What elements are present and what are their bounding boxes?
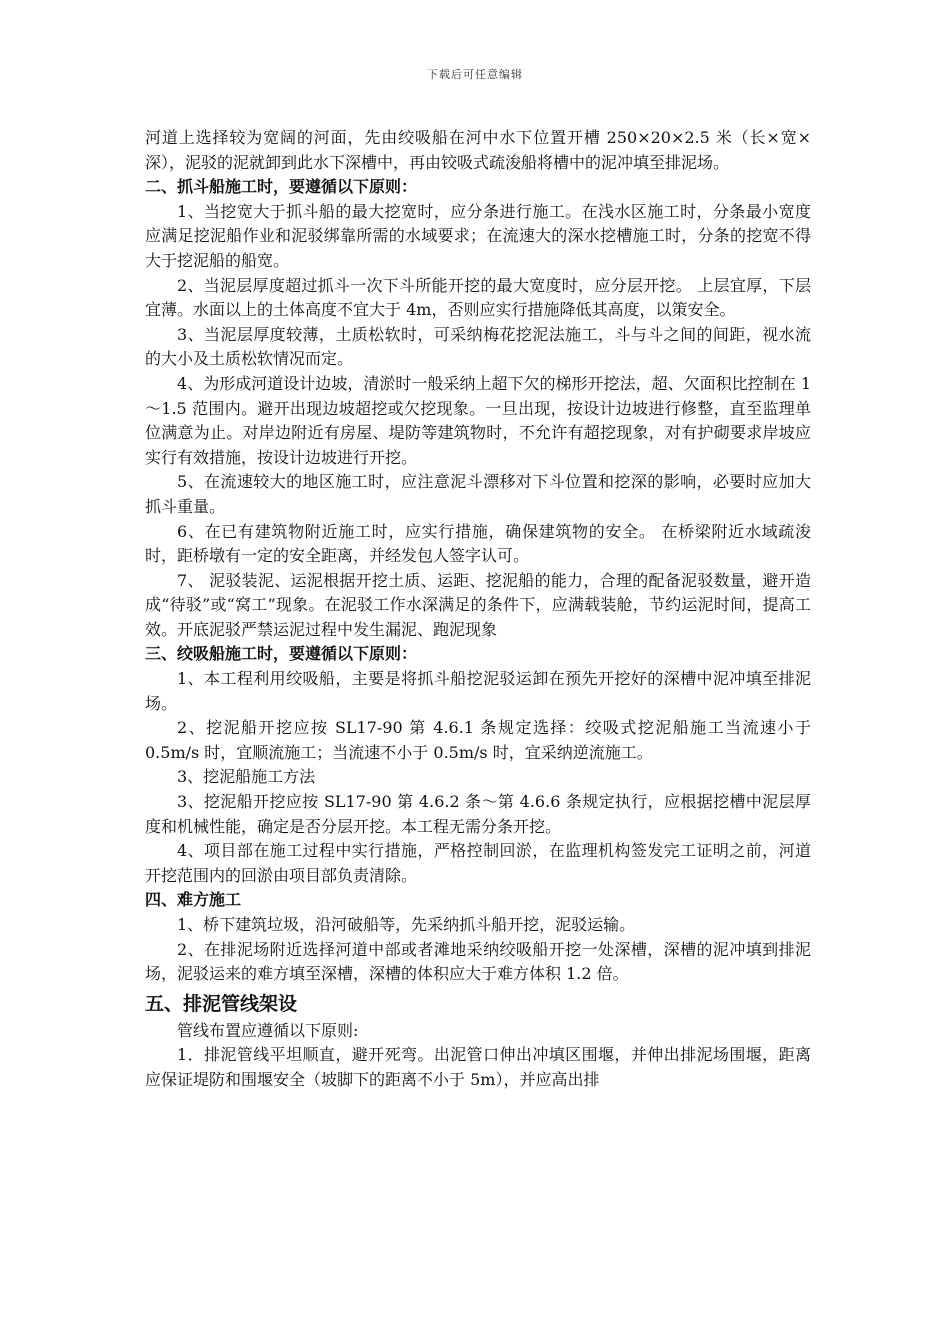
section-4-item-2: 2、在排泥场附近选择河道中部或者滩地采纳绞吸船开挖一处深槽，深槽的泥冲填到排泥场，泥驳运来的难方填至深槽，深槽的体积应大于难方体积 1.2 倍。 <box>145 939 811 984</box>
section-5-item-1: 管线布置应遵循以下原则: <box>177 1020 359 1040</box>
section-2-item-7: 7、 泥驳装泥、运泥根据开挖土质、运距、挖泥船的能力，合理的配备泥驳数量，避开造成“待驳”或“窝工”现象。在泥驳工作水深满足的条件下，应满载装舱，节约运泥时间，提高工效。开底泥驳严禁运泥过程中发生漏泥、跑泥现象 <box>145 570 811 639</box>
header-watermark: 下载后可任意编辑 <box>427 68 523 81</box>
section-4-item-1: 1、桥下建筑垃圾，沿河破船等，先采纳抓斗船开挖，泥驳运输。 <box>177 915 636 934</box>
section-3-item-5: 4、项目部在施工过程中实行措施，严格控制回淤，在监理机构签发完工证明之前，河道开挖范围内的回淤由项目部负责清除。 <box>145 841 811 885</box>
section-5-item-2: 1．排泥管线平坦顺直，避开死弯。出泥管口伸出冲填区围堰，并伸出排泥场围堰，距离应保证堤防和围堰安全（坡脚下的距离不小于 5m），并应高出排 <box>145 1045 811 1089</box>
section-5-heading: 五、排泥管线架设 <box>145 992 298 1015</box>
section-3-item-3: 3、挖泥船施工方法 <box>177 767 316 787</box>
intro-paragraph: 河道上选择较为宽阔的河面，先由绞吸船在河中水下位置开槽 250×20×2.5 米（长×宽×深），泥驳的泥就卸到此水下深槽中，再由铰吸式疏浚船将槽中的泥冲填至排泥场。 <box>145 128 811 172</box>
section-2-item-1: 1、当挖宽大于抓斗船的最大挖宽时，应分条进行施工。在浅水区施工时，分条最小宽度应满足挖泥船作业和泥驳绑靠所需的水域要求；在流速大的深水挖槽施工时，分条的挖宽不得大于挖泥船的船宽。 <box>145 201 811 270</box>
section-3-item-4: 3、挖泥船开挖应按 SL17-90 第 4.6.2 条～第 4.6.6 条规定执行，应根据挖槽中泥层厚度和机械性能，确定是否分层开挖。本工程无需分条开挖。 <box>145 792 811 836</box>
section-2-item-2: 2、当泥层厚度超过抓斗一次下斗所能开挖的最大宽度时，应分层开挖。 上层宜厚，下层宜薄。水面以上的土体高度不宜大于 4m，否则应实行措施降低其高度，以策安全。 <box>145 275 811 320</box>
section-2-item-5: 5、在流速较大的地区施工时，应注意泥斗漂移对下斗位置和挖深的影响，必要时应加大抓斗重量。 <box>145 472 811 516</box>
section-4-heading: 四、难方施工 <box>145 890 242 910</box>
section-3-item-2: 2、挖泥船开挖应按 SL17-90 第 4.6.1 条规定选择：绞吸式挖泥船施工当流速小于 0.5m/s 时，宜顺流施工；当流速不小于 0.5m/s 时，宜采纳逆流施工。 <box>145 718 811 762</box>
section-2-heading: 二、抓斗船施工时，要遵循以下原则： <box>145 177 418 197</box>
section-2-item-6: 6、在已有建筑物附近施工时，应实行措施，确保建筑物的安全。 在桥梁附近水域疏浚时，距桥墩有一定的安全距离，并经发包人签字认可。 <box>145 521 811 566</box>
section-2-item-3: 3、当泥层厚度较薄，土质松软时，可采纳梅花挖泥法施工，斗与斗之间的间距，视水流的大小及土质松软情况而定。 <box>145 324 811 369</box>
section-3-heading: 三、绞吸船施工时，要遵循以下原则： <box>145 644 418 664</box>
section-2-item-4: 4、为形成河道设计边坡，清淤时一般采纳上超下欠的梯形开挖法，超、欠面积比控制在 1～1.5 范围内。避开出现边坡超挖或欠挖现象。一旦出现，按设计边坡进行修整，直至监理单位满意为止。对岸边附近有房屋、堤防等建筑物时，不允许有超挖现象，对有护砌要求岸坡应实行有效措施，按设计边坡进行开挖。 <box>145 373 811 467</box>
section-3-item-1: 1、本工程利用绞吸船，主要是将抓斗船挖泥驳运卸在预先开挖好的深槽中泥冲填至排泥场。 <box>145 669 811 713</box>
document-body <box>145 126 811 1093</box>
